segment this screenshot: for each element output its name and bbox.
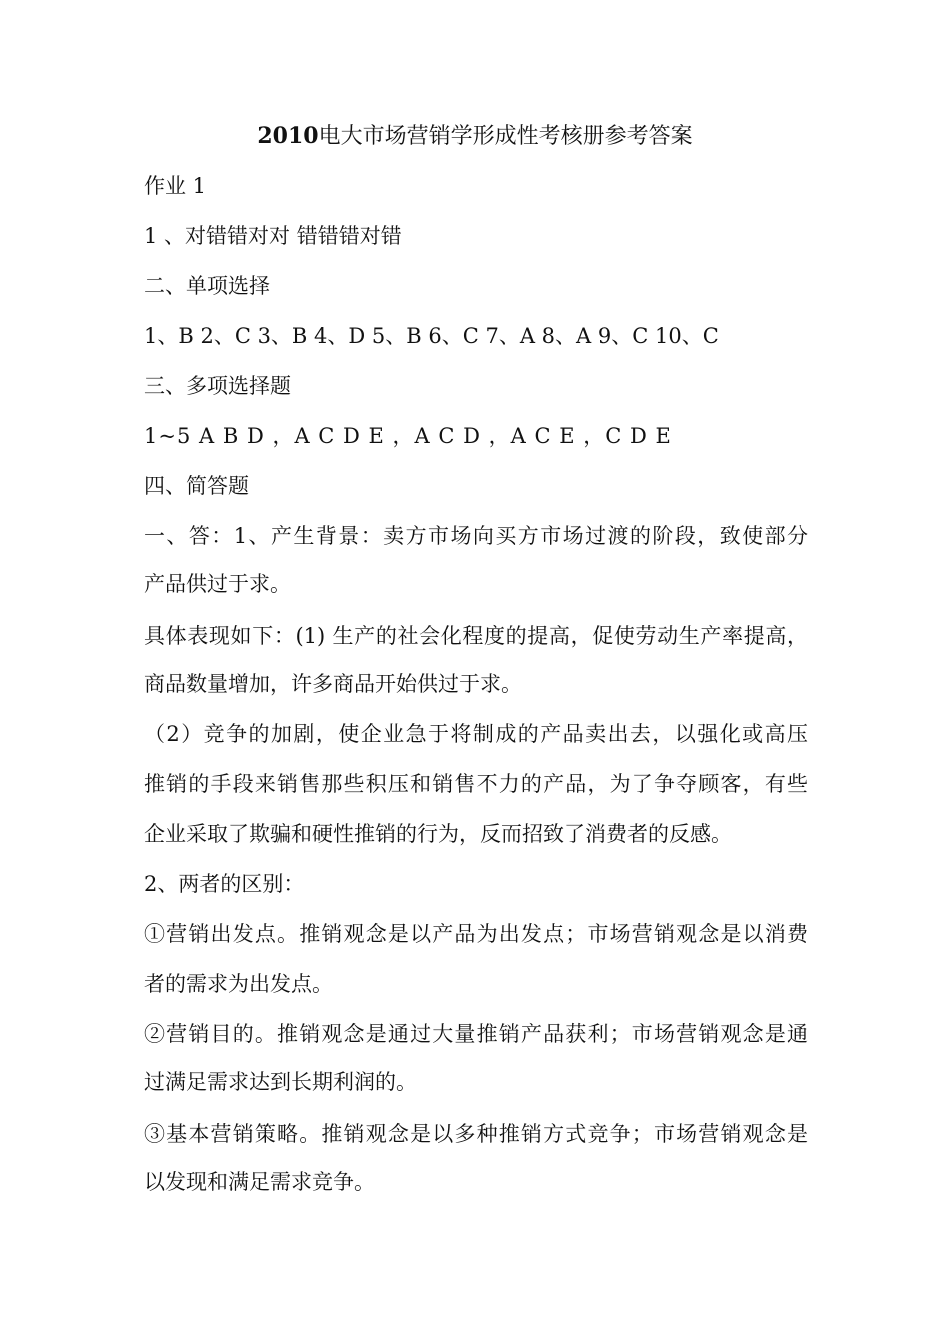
answer-paragraph-line: 一、答：1、产生背景：卖方市场向买方市场过渡的阶段，致使部分 <box>144 524 808 548</box>
answer-paragraph-line: （2）竞争的加剧，使企业急于将制成的产品卖出去，以强化或高压 <box>144 722 808 746</box>
title-year: 2010 <box>257 123 319 149</box>
answer-subheading-difference: 2、两者的区别： <box>144 872 305 896</box>
answer-paragraph-line: ①营销出发点。推销观念是以产品为出发点；市场营销观念是以消费 <box>144 922 808 946</box>
answer-paragraph-line: 者的需求为出发点。 <box>144 972 333 996</box>
answer-paragraph-line: ③基本营销策略。推销观念是以多种推销方式竞争；市场营销观念是 <box>144 1122 808 1146</box>
title-text: 电大市场营销学形成性考核册参考答案 <box>318 124 693 149</box>
section-heading-short-answer: 四、简答题 <box>144 474 249 498</box>
answer-paragraph-line: 以发现和满足需求竞争。 <box>144 1170 375 1194</box>
single-choice-answers: 1、B 2、C 3、B 4、D 5、B 6、C 7、A 8、A 9、C 10、C <box>144 324 719 348</box>
section-heading-multiple-choice: 三、多项选择题 <box>144 374 291 398</box>
document-title <box>0 118 950 155</box>
answer-paragraph-line: 推销的手段来销售那些积压和销售不力的产品，为了争夺顾客，有些 <box>144 772 808 796</box>
multiple-choice-answers: 1~5 A B D ，A C D E ，A C D ，A C E ，C D E <box>144 424 672 448</box>
answer-paragraph-line: ②营销目的。推销观念是通过大量推销产品获利；市场营销观念是通 <box>144 1022 808 1046</box>
answer-paragraph-line: 商品数量增加，许多商品开始供过于求。 <box>144 672 522 696</box>
answer-paragraph-line: 具体表现如下：(1) 生产的社会化程度的提高，促使劳动生产率提高， <box>144 624 808 648</box>
section-heading-homework-1: 作业 1 <box>144 174 207 198</box>
true-false-answers: 1 、对错错对对 错错错对错 <box>144 224 402 248</box>
answer-paragraph-line: 过满足需求达到长期利润的。 <box>144 1070 417 1094</box>
answer-paragraph-line: 产品供过于求。 <box>144 572 291 596</box>
section-heading-single-choice: 二、单项选择 <box>144 274 270 298</box>
answer-paragraph-line: 企业采取了欺骗和硬性推销的行为，反而招致了消费者的反感。 <box>144 822 732 846</box>
